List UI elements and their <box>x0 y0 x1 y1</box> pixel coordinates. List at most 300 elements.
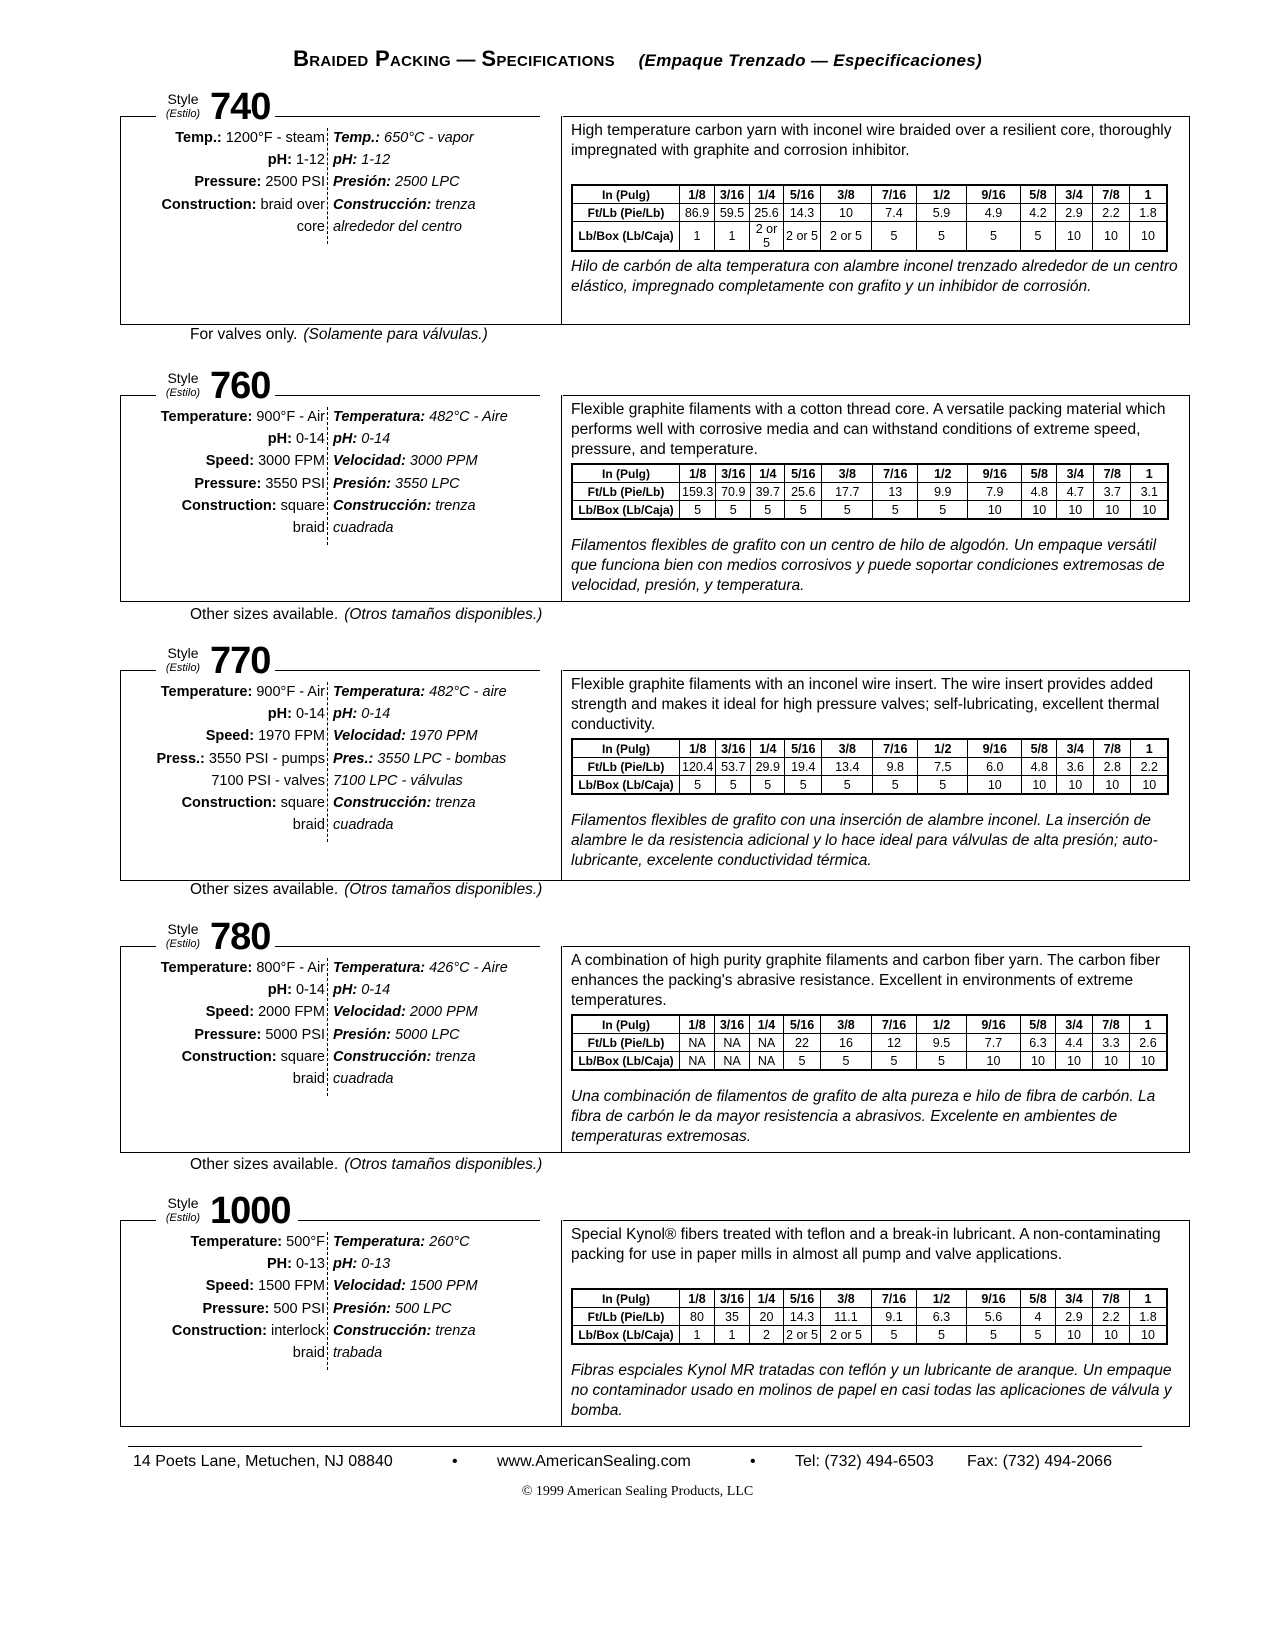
footer-bullet-2: • <box>750 1453 756 1470</box>
style-number: 740 <box>210 86 271 128</box>
row-header-ftlb: Ft/Lb (Pie/Lb) <box>572 483 680 501</box>
value-cell: 2.9 <box>1056 1308 1093 1326</box>
note-en: For valves only. <box>190 326 298 343</box>
size-cell: 1/2 <box>917 1015 967 1034</box>
spec-box <box>120 946 1190 1153</box>
property-es-value: cuadrada <box>333 817 394 834</box>
property-en-value: 3000 FPM <box>258 453 325 470</box>
property-es <box>333 409 508 426</box>
value-cell: 10 <box>1057 776 1094 795</box>
size-cell: 3/8 <box>821 185 872 204</box>
property-es-value: 650°C - vapor <box>384 130 474 146</box>
size-cell: 1 <box>1131 739 1169 758</box>
value-cell: 5 <box>918 776 968 795</box>
size-cell: 7/8 <box>1093 1015 1130 1034</box>
footer-website: www.AmericanSealing.com <box>497 1453 691 1470</box>
value-cell: 3.6 <box>1057 758 1094 776</box>
value-cell: 10 <box>1094 776 1131 795</box>
property-en-label: Temperature: <box>160 960 253 976</box>
size-table-row-ftlb <box>572 758 1168 776</box>
value-cell: 22 <box>784 1034 821 1052</box>
property-es <box>333 152 390 169</box>
value-cell: 5.9 <box>917 204 967 222</box>
style-word: Style <box>167 921 199 937</box>
value-cell: 5 <box>872 1052 917 1071</box>
property-en <box>206 1278 325 1295</box>
property-es-label: Temperatura: <box>333 684 426 700</box>
value-cell: 5 <box>680 501 716 520</box>
value-cell: 16 <box>821 1034 872 1052</box>
property-es <box>333 1323 476 1340</box>
property-es-value: 0-13 <box>361 1256 391 1273</box>
value-cell: 2 <box>750 1326 784 1345</box>
property-row <box>121 520 561 538</box>
description-panel <box>563 395 1189 602</box>
value-cell: 1 <box>680 1326 715 1345</box>
property-es <box>333 706 390 723</box>
property-en <box>268 706 325 723</box>
property-row <box>121 1071 561 1089</box>
value-cell: 5 <box>967 222 1021 252</box>
value-cell: 3.1 <box>1131 483 1169 501</box>
property-es <box>333 431 390 448</box>
size-table-row-size <box>572 1015 1167 1034</box>
property-es-value: 260°C <box>429 1234 470 1250</box>
title-es: (Empaque Trenzado — Especificaciones) <box>638 51 982 70</box>
property-en-value: 3550 PSI - pumps <box>208 750 325 767</box>
size-cell: 5/16 <box>784 185 821 204</box>
size-cell: 1/8 <box>680 1289 715 1308</box>
description-en: Flexible graphite filaments with an inconel wire insert. The wire insert provides added strength and makes it ideal for high pressure valves; self-lubricating, excellent thermal conductivity. <box>571 676 1160 733</box>
value-cell: 4.8 <box>1022 758 1057 776</box>
property-row <box>121 1004 561 1022</box>
value-cell: 10 <box>1056 1052 1093 1071</box>
size-cell: 1 <box>1130 185 1168 204</box>
value-cell: 5 <box>821 1052 872 1071</box>
value-cell: 2.2 <box>1131 758 1169 776</box>
size-cell: 7/16 <box>873 739 918 758</box>
description-en: A combination of high purity graphite filaments and carbon fiber yarn. The carbon fiber enhances the packing's abrasive resistance. Excellent in environments of extreme temperatures. <box>571 952 1161 1009</box>
value-cell: 9.5 <box>917 1034 967 1052</box>
properties-panel <box>121 670 562 880</box>
value-cell: 2.2 <box>1093 204 1130 222</box>
value-cell: NA <box>715 1034 750 1052</box>
property-row <box>121 960 561 978</box>
property-en-label: Construction: <box>181 1048 277 1065</box>
size-cell: 5/16 <box>784 1289 821 1308</box>
property-es <box>333 476 460 493</box>
spec-box <box>120 670 1190 881</box>
property-en-value: 800°F - Air <box>256 960 325 976</box>
size-table-row-lbbox <box>572 1326 1167 1345</box>
size-cell: 1/4 <box>750 1015 784 1034</box>
property-en-value: braid <box>292 520 325 536</box>
size-cell: 1 <box>1131 464 1169 483</box>
size-cell: 1/2 <box>918 739 968 758</box>
property-en-value: 500 PSI <box>273 1300 325 1317</box>
property-en <box>161 409 325 426</box>
property-en <box>161 684 325 701</box>
property-es-value: 3550 LPC - bombas <box>377 750 507 767</box>
property-row <box>121 751 561 769</box>
property-row <box>121 476 561 494</box>
property-en-label: Pressure: <box>194 1026 262 1043</box>
size-cell: 7/8 <box>1094 464 1131 483</box>
property-en-value: braid <box>292 1071 325 1087</box>
size-cell: 1/8 <box>680 464 716 483</box>
property-es-value: 0-14 <box>361 706 391 723</box>
value-cell: 39.7 <box>751 483 785 501</box>
property-row <box>121 982 561 1000</box>
size-cell: 3/4 <box>1057 739 1094 758</box>
description-en: Special Kynol® fibers treated with teflon and a break-in lubricant. A non-contaminating packing for use in paper mills in almost all pump and valve applications. <box>571 1226 1161 1263</box>
size-cell: 3/4 <box>1057 464 1094 483</box>
property-es-value: 3000 PPM <box>409 453 478 470</box>
size-table <box>571 738 1169 795</box>
note-es: (Otros tamaños disponibles.) <box>344 1156 543 1173</box>
size-cell: 9/16 <box>967 185 1021 204</box>
description-panel <box>563 116 1189 325</box>
note-en: Other sizes available. <box>190 1156 339 1173</box>
property-en-value: 0-14 <box>295 982 325 999</box>
property-en <box>293 817 325 834</box>
property-en <box>268 152 325 169</box>
property-en-label: Speed: <box>205 1004 255 1021</box>
property-en-label: Construction: <box>181 497 277 514</box>
value-cell: 5 <box>873 776 918 795</box>
value-cell: 10 <box>1057 501 1094 520</box>
value-cell: 5 <box>1021 222 1056 252</box>
row-header-ftlb: Ft/Lb (Pie/Lb) <box>572 1308 680 1326</box>
property-es <box>333 498 476 515</box>
description-es: Filamentos flexibles de grafito con un centro de hilo de algodón. Un empaque versátil que funciona bien con medios corrosivos y puede soportar condiciones extremosas de velocidad, presión, y temperatura. <box>571 537 1165 594</box>
size-cell: 5/16 <box>784 1015 821 1034</box>
estilo-word: (Estilo) <box>165 108 201 120</box>
property-en <box>297 219 325 236</box>
property-en <box>202 1301 325 1318</box>
value-cell: 70.9 <box>716 483 751 501</box>
property-en <box>206 728 325 745</box>
value-cell: 10 <box>1022 776 1057 795</box>
value-cell: 2 or 5 <box>750 222 784 252</box>
value-cell: 2.8 <box>1094 758 1131 776</box>
value-cell: 12 <box>872 1034 917 1052</box>
property-es-value: 482°C - Aire <box>429 409 508 425</box>
property-en-value: square <box>280 497 325 514</box>
property-es-label: Construcción: <box>333 497 432 514</box>
size-cell: 3/8 <box>822 464 873 483</box>
size-cell: 1/8 <box>680 739 716 758</box>
property-es <box>333 817 393 834</box>
description-panel <box>563 670 1189 881</box>
property-en <box>268 431 325 448</box>
estilo-word: (Estilo) <box>165 387 201 399</box>
property-es-value: 1970 PPM <box>409 728 478 745</box>
size-table-row-lbbox <box>572 776 1168 795</box>
property-es-label: Presión: <box>333 174 392 191</box>
size-cell: 1 <box>1130 1289 1168 1308</box>
property-es <box>333 751 506 768</box>
property-en-label: PH: <box>266 1256 292 1273</box>
property-en-value: 500°F <box>286 1234 325 1250</box>
style-number: 760 <box>210 365 271 407</box>
value-cell: 14.3 <box>784 204 821 222</box>
value-cell: 7.9 <box>968 483 1022 501</box>
value-cell: 5 <box>822 776 873 795</box>
row-header-size: In (Pulg) <box>572 185 680 204</box>
value-cell: 10 <box>1130 1052 1168 1071</box>
value-cell: 5 <box>872 222 917 252</box>
property-es-value: trenza <box>435 1048 476 1065</box>
property-en <box>172 1323 325 1340</box>
size-cell: 3/16 <box>715 1015 750 1034</box>
property-es <box>333 174 460 191</box>
value-cell: 10 <box>1093 1326 1130 1345</box>
size-table-row-lbbox <box>572 501 1168 520</box>
value-cell: NA <box>680 1034 715 1052</box>
property-es-label: Velocidad: <box>333 728 406 745</box>
value-cell: 6.0 <box>968 758 1022 776</box>
value-cell: 80 <box>680 1308 715 1326</box>
property-es-value: trenza <box>435 795 476 811</box>
property-en-label: Pressure: <box>194 174 262 191</box>
value-cell: 13 <box>873 483 918 501</box>
size-cell: 3/8 <box>821 1015 872 1034</box>
property-es-label: Presión: <box>333 1026 392 1043</box>
property-row <box>121 684 561 702</box>
property-en <box>268 982 325 999</box>
property-en-label: pH: <box>267 431 292 448</box>
value-cell: 10 <box>1093 222 1130 252</box>
title-en-b: Specifications <box>481 46 615 71</box>
property-en-label: Speed: <box>205 453 255 470</box>
property-row <box>121 498 561 516</box>
value-cell: NA <box>680 1052 715 1071</box>
property-row <box>121 1049 561 1067</box>
style-number: 770 <box>210 640 271 682</box>
property-row <box>121 219 561 237</box>
property-en-label: Temp.: <box>175 130 222 146</box>
row-header-lbbox: Lb/Box (Lb/Caja) <box>572 776 680 795</box>
size-cell: 5/8 <box>1022 739 1057 758</box>
property-row <box>121 1278 561 1296</box>
description-es: Fibras espciales Kynol MR tratadas con teflón y un lubricante de aranque. Un empaque no contaminador usado en molinos de papel en casi todas las aplicaciones de válvula y bomba. <box>571 1362 1172 1419</box>
value-cell: 2 or 5 <box>821 1326 872 1345</box>
property-es-label: Velocidad: <box>333 1278 406 1295</box>
property-en-value: core <box>296 218 325 235</box>
value-cell: 2 or 5 <box>784 222 821 252</box>
property-row <box>121 1345 561 1363</box>
property-row <box>121 1301 561 1319</box>
size-table-row-size <box>572 185 1167 204</box>
property-en-label: Construction: <box>181 795 277 811</box>
property-en-value: 900°F - Air <box>256 409 325 425</box>
property-es <box>333 1234 470 1251</box>
size-cell: 1/2 <box>917 185 967 204</box>
property-es-value: 1-12 <box>361 152 391 169</box>
value-cell: 4.4 <box>1056 1034 1093 1052</box>
row-header-size: In (Pulg) <box>572 1015 680 1034</box>
value-cell: 5.6 <box>967 1308 1021 1326</box>
property-en-value: 5000 PSI <box>265 1026 325 1043</box>
property-es-value: 7100 LPC - válvulas <box>333 772 463 789</box>
property-es <box>333 1256 390 1273</box>
value-cell: 2.9 <box>1056 204 1093 222</box>
size-cell: 1/8 <box>680 1015 715 1034</box>
size-cell: 7/16 <box>872 1289 917 1308</box>
property-en <box>161 197 325 214</box>
value-cell: NA <box>715 1052 750 1071</box>
property-en <box>293 1071 325 1088</box>
property-en-value: 3550 PSI <box>265 475 325 492</box>
size-cell: 3/8 <box>821 1289 872 1308</box>
value-cell: 5 <box>873 501 918 520</box>
size-cell: 3/16 <box>716 739 751 758</box>
row-header-ftlb: Ft/Lb (Pie/Lb) <box>572 204 680 222</box>
property-es-value: trabada <box>333 1345 383 1361</box>
property-en <box>194 476 325 493</box>
value-cell: 11.1 <box>821 1308 872 1326</box>
value-cell: 2.6 <box>1130 1034 1168 1052</box>
value-cell: 86.9 <box>680 204 715 222</box>
property-es <box>333 684 507 701</box>
size-table-row-ftlb <box>572 483 1168 501</box>
value-cell: 1 <box>715 1326 750 1345</box>
copyright: © 1999 American Sealing Products, LLC <box>521 1484 754 1499</box>
property-es-value: 0-14 <box>361 431 391 448</box>
property-es-value: 3550 LPC <box>395 475 460 492</box>
property-es-label: pH: <box>333 152 358 169</box>
property-es-label: pH: <box>333 706 358 723</box>
property-en-label: Construction: <box>161 196 257 213</box>
property-row <box>121 431 561 449</box>
value-cell: 1.8 <box>1130 204 1168 222</box>
style-word: Style <box>167 370 199 386</box>
value-cell: 13.4 <box>822 758 873 776</box>
value-cell: 29.9 <box>751 758 785 776</box>
value-cell: 5 <box>1021 1326 1056 1345</box>
size-cell: 9/16 <box>968 464 1022 483</box>
size-table-row-ftlb <box>572 1034 1167 1052</box>
value-cell: 9.1 <box>872 1308 917 1326</box>
size-cell: 3/16 <box>715 1289 750 1308</box>
value-cell: 10 <box>1056 222 1093 252</box>
estilo-word: (Estilo) <box>165 662 201 674</box>
property-en-label: Pressure: <box>194 475 262 492</box>
size-cell: 3/4 <box>1056 185 1093 204</box>
style-word: Style <box>167 91 199 107</box>
size-cell: 9/16 <box>968 739 1022 758</box>
value-cell: 5 <box>751 501 785 520</box>
row-header-lbbox: Lb/Box (Lb/Caja) <box>572 222 680 252</box>
value-cell: 10 <box>1093 1052 1130 1071</box>
property-es-label: Construcción: <box>333 1322 432 1339</box>
value-cell: 5 <box>716 776 751 795</box>
size-cell: 3/16 <box>715 185 750 204</box>
row-header-lbbox: Lb/Box (Lb/Caja) <box>572 1326 680 1345</box>
property-en <box>182 1049 325 1066</box>
value-cell: 5 <box>918 501 968 520</box>
size-cell: 9/16 <box>967 1015 1021 1034</box>
size-cell: 7/16 <box>872 185 917 204</box>
value-cell: 10 <box>1021 1052 1056 1071</box>
properties-panel <box>121 395 562 601</box>
value-cell: 17.7 <box>822 483 873 501</box>
size-cell: 7/8 <box>1093 1289 1130 1308</box>
property-row <box>121 1027 561 1045</box>
property-es-value: trenza <box>435 497 476 514</box>
value-cell: 9.9 <box>918 483 968 501</box>
size-cell: 5/16 <box>785 739 822 758</box>
property-en-value: 0-14 <box>295 706 325 723</box>
value-cell: 3.3 <box>1093 1034 1130 1052</box>
description-es: Una combinación de filamentos de grafito de alta pureza e hilo de fibra de carbón. La fibra de carbón le da mayor resistencia a abrasivos. Excelente en ambientes de temperaturas extremosas. <box>571 1088 1156 1145</box>
property-row <box>121 1323 561 1341</box>
value-cell: 7.7 <box>967 1034 1021 1052</box>
size-cell: 7/8 <box>1093 185 1130 204</box>
property-en-value: 1-12 <box>295 152 325 169</box>
property-es-label: Temperatura: <box>333 409 426 425</box>
property-en-value: 1500 FPM <box>258 1278 325 1295</box>
property-en-label: Speed: <box>205 728 255 745</box>
value-cell: 10 <box>1131 501 1169 520</box>
spec-box <box>120 116 1190 325</box>
property-row <box>121 152 561 170</box>
style-word: Style <box>167 645 199 661</box>
property-en-label: pH: <box>267 706 292 723</box>
size-cell: 1/8 <box>680 185 715 204</box>
size-table-row-lbbox <box>572 222 1167 252</box>
property-row <box>121 130 561 148</box>
property-en-value: 7100 PSI - valves <box>211 772 325 789</box>
size-table <box>571 463 1169 520</box>
size-cell: 1/4 <box>750 185 784 204</box>
property-en <box>191 1234 325 1251</box>
property-es <box>333 773 463 790</box>
value-cell: 9.8 <box>873 758 918 776</box>
property-es-value: cuadrada <box>333 1071 394 1087</box>
property-en-value: 0-13 <box>295 1256 325 1273</box>
page-title: Braided Packing — Specifications (Empaque Trenzado — Especificaciones) <box>293 46 982 71</box>
note-es: (Solamente para válvulas.) <box>303 326 488 343</box>
property-row <box>121 197 561 215</box>
footer-bullet-1: • <box>452 1453 458 1470</box>
value-cell: 7.4 <box>872 204 917 222</box>
value-cell: 10 <box>1056 1326 1093 1345</box>
spec-box <box>120 1220 1190 1427</box>
value-cell: 159.3 <box>680 483 716 501</box>
value-cell: 4.7 <box>1057 483 1094 501</box>
size-table <box>571 1014 1168 1071</box>
property-en-value: square <box>280 795 325 811</box>
property-row <box>121 773 561 791</box>
property-es <box>333 728 478 745</box>
property-es-label: Pres.: <box>333 750 374 767</box>
value-cell: 20 <box>750 1308 784 1326</box>
value-cell: 5 <box>917 1326 967 1345</box>
value-cell: 2.2 <box>1093 1308 1130 1326</box>
style-section-780 <box>120 916 1190 1173</box>
value-cell: 53.7 <box>716 758 751 776</box>
property-en-value: 1970 FPM <box>258 728 325 745</box>
property-es-value: 482°C - aire <box>429 684 507 700</box>
value-cell: 10 <box>821 204 872 222</box>
property-row <box>121 409 561 427</box>
property-es <box>333 795 476 812</box>
property-es-value: 2000 PPM <box>409 1004 478 1021</box>
row-header-lbbox: Lb/Box (Lb/Caja) <box>572 501 680 520</box>
size-cell: 3/4 <box>1056 1289 1093 1308</box>
